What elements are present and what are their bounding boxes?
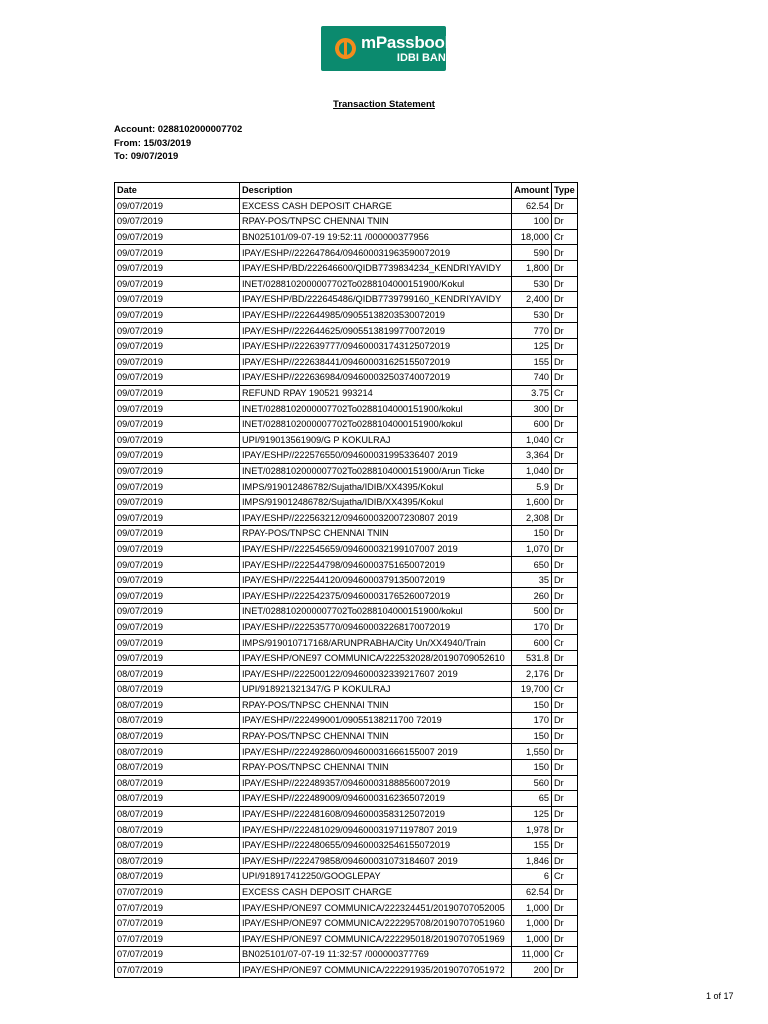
cell-type: Dr <box>552 728 578 744</box>
cell-type: Dr <box>552 541 578 557</box>
cell-date: 09/07/2019 <box>115 572 240 588</box>
cell-amount: 1,000 <box>512 915 552 931</box>
cell-date: 07/07/2019 <box>115 931 240 947</box>
cell-amount: 1,550 <box>512 744 552 760</box>
cell-type: Dr <box>552 572 578 588</box>
cell-amount: 1,600 <box>512 494 552 510</box>
table-row <box>115 448 578 464</box>
cell-date: 09/07/2019 <box>115 370 240 386</box>
cell-amount: 1,846 <box>512 853 552 869</box>
cell-description: RPAY-POS/TNPSC CHENNAI TNIN <box>240 697 512 713</box>
cell-date: 09/07/2019 <box>115 432 240 448</box>
cell-description: IPAY/ESHP//222563212/094600032007230807 2019 <box>240 510 512 526</box>
cell-amount: 2,400 <box>512 292 552 308</box>
table-row <box>115 837 578 853</box>
cell-amount: 19,700 <box>512 682 552 698</box>
logo-bank-name: IDBI BANK <box>396 51 454 64</box>
table-row <box>115 432 578 448</box>
cell-date: 09/07/2019 <box>115 354 240 370</box>
table-row <box>115 292 578 308</box>
cell-amount: 560 <box>512 775 552 791</box>
cell-description: INET/0288102000007702To0288104000151900/kokul <box>240 416 512 432</box>
cell-amount: 155 <box>512 837 552 853</box>
cell-date: 09/07/2019 <box>115 323 240 339</box>
cell-amount: 150 <box>512 697 552 713</box>
transaction-table <box>114 182 578 978</box>
cell-date: 08/07/2019 <box>115 791 240 807</box>
cell-type: Cr <box>552 432 578 448</box>
cell-date: 09/07/2019 <box>115 401 240 417</box>
cell-date: 09/07/2019 <box>115 526 240 542</box>
cell-type: Dr <box>552 884 578 900</box>
cell-amount: 650 <box>512 557 552 573</box>
cell-description: IMPS/919010717168/ARUNPRABHA/City Un/XX4940/Train <box>240 635 512 651</box>
cell-amount: 18,000 <box>512 229 552 245</box>
cell-type: Dr <box>552 666 578 682</box>
table-row <box>115 416 578 432</box>
cell-date: 08/07/2019 <box>115 728 240 744</box>
cell-type: Dr <box>552 759 578 775</box>
cell-type: Dr <box>552 214 578 230</box>
table-row <box>115 759 578 775</box>
cell-amount: 200 <box>512 962 552 978</box>
cell-description: IPAY/ESHP//222647864/094600031963590072019 <box>240 245 512 261</box>
cell-description: IPAY/ESHP/ONE97 COMMUNICA/222295018/20190707051969 <box>240 931 512 947</box>
cell-description: IPAY/ESHP//222644985/09055138203530072019 <box>240 307 512 323</box>
cell-type: Dr <box>552 557 578 573</box>
cell-date: 09/07/2019 <box>115 229 240 245</box>
cell-description: IPAY/ESHP//222499001/09055138211700 72019 <box>240 713 512 729</box>
cell-amount: 600 <box>512 635 552 651</box>
account-number: Account: 0288102000007702 <box>114 124 243 135</box>
cell-amount: 35 <box>512 572 552 588</box>
cell-amount: 62.54 <box>512 884 552 900</box>
cell-amount: 100 <box>512 214 552 230</box>
cell-description: INET/0288102000007702To0288104000151900/Kokul <box>240 276 512 292</box>
cell-date: 09/07/2019 <box>115 198 240 214</box>
header-amount: Amount <box>512 183 552 199</box>
table-row <box>115 650 578 666</box>
table-row <box>115 557 578 573</box>
table-row <box>115 947 578 963</box>
table-row <box>115 463 578 479</box>
cell-type: Dr <box>552 526 578 542</box>
table-body <box>115 198 578 978</box>
table-row <box>115 401 578 417</box>
cell-date: 09/07/2019 <box>115 650 240 666</box>
cell-type: Dr <box>552 370 578 386</box>
table-row <box>115 853 578 869</box>
cell-date: 09/07/2019 <box>115 276 240 292</box>
table-row <box>115 666 578 682</box>
table-row <box>115 479 578 495</box>
cell-type: Cr <box>552 635 578 651</box>
cell-type: Dr <box>552 791 578 807</box>
table-row <box>115 526 578 542</box>
cell-amount: 150 <box>512 759 552 775</box>
cell-amount: 530 <box>512 276 552 292</box>
table-row <box>115 791 578 807</box>
cell-description: INET/0288102000007702To0288104000151900/Arun Ticke <box>240 463 512 479</box>
table-row <box>115 604 578 620</box>
cell-amount: 2,308 <box>512 510 552 526</box>
cell-type: Dr <box>552 619 578 635</box>
table-row <box>115 869 578 885</box>
cell-description: RPAY-POS/TNPSC CHENNAI TNIN <box>240 728 512 744</box>
table-row <box>115 338 578 354</box>
cell-description: IPAY/ESHP/ONE97 COMMUNICA/222532028/20190709052610 <box>240 650 512 666</box>
cell-description: RPAY-POS/TNPSC CHENNAI TNIN <box>240 526 512 542</box>
cell-type: Cr <box>552 869 578 885</box>
table-row <box>115 682 578 698</box>
table-header-row <box>115 183 578 199</box>
cell-description: IPAY/ESHP/ONE97 COMMUNICA/222324451/20190707052005 <box>240 900 512 916</box>
cell-amount: 260 <box>512 588 552 604</box>
table-row <box>115 307 578 323</box>
cell-type: Dr <box>552 416 578 432</box>
cell-type: Dr <box>552 463 578 479</box>
cell-type: Dr <box>552 744 578 760</box>
cell-type: Dr <box>552 479 578 495</box>
cell-description: RPAY-POS/TNPSC CHENNAI TNIN <box>240 214 512 230</box>
cell-description: UPI/918921321347/G P KOKULRAJ <box>240 682 512 698</box>
table-row <box>115 900 578 916</box>
cell-date: 09/07/2019 <box>115 588 240 604</box>
cell-amount: 155 <box>512 354 552 370</box>
cell-description: IPAY/ESHP/ONE97 COMMUNICA/222295708/20190707051960 <box>240 915 512 931</box>
cell-amount: 170 <box>512 713 552 729</box>
cell-description: INET/0288102000007702To0288104000151900/kokul <box>240 401 512 417</box>
cell-description: IPAY/ESHP/BD/222646600/QIDB7739834234_KENDRIYAVIDY <box>240 260 512 276</box>
cell-type: Dr <box>552 494 578 510</box>
cell-type: Dr <box>552 822 578 838</box>
cell-date: 09/07/2019 <box>115 635 240 651</box>
cell-description: IPAY/ESHP//222481029/094600031971197807 2019 <box>240 822 512 838</box>
cell-type: Dr <box>552 853 578 869</box>
cell-date: 09/07/2019 <box>115 307 240 323</box>
cell-type: Dr <box>552 198 578 214</box>
from-date: From: 15/03/2019 <box>114 137 192 149</box>
table-row <box>115 635 578 651</box>
cell-amount: 2,176 <box>512 666 552 682</box>
cell-type: Dr <box>552 837 578 853</box>
table-row <box>115 713 578 729</box>
to-date: To: 09/07/2019 <box>114 151 179 162</box>
mpassbook-logo <box>321 26 454 71</box>
table-row <box>115 697 578 713</box>
cell-date: 08/07/2019 <box>115 713 240 729</box>
cell-amount: 590 <box>512 245 552 261</box>
header-description: Description <box>240 183 512 199</box>
logo-text <box>361 34 454 64</box>
cell-date: 08/07/2019 <box>115 744 240 760</box>
account-info <box>114 123 242 164</box>
cell-date: 09/07/2019 <box>115 604 240 620</box>
cell-date: 08/07/2019 <box>115 837 240 853</box>
statement-title: Transaction Statement <box>333 99 435 110</box>
cell-type: Dr <box>552 900 578 916</box>
cell-description: IPAY/ESHP//222535770/094600032268170072019 <box>240 619 512 635</box>
table-row <box>115 588 578 604</box>
logo-app-name: mPassbook <box>361 32 454 52</box>
header-type: Type <box>552 183 578 199</box>
table-row <box>115 385 578 401</box>
cell-type: Dr <box>552 260 578 276</box>
cell-amount: 125 <box>512 338 552 354</box>
cell-type: Dr <box>552 962 578 978</box>
cell-type: Dr <box>552 401 578 417</box>
cell-description: IMPS/919012486782/Sujatha/IDIB/XX4395/Kokul <box>240 479 512 495</box>
table-row <box>115 260 578 276</box>
table-row <box>115 962 578 978</box>
cell-amount: 65 <box>512 791 552 807</box>
cell-description: IPAY/ESHP//222492860/094600031666155007 2019 <box>240 744 512 760</box>
cell-type: Dr <box>552 245 578 261</box>
cell-type: Dr <box>552 697 578 713</box>
cell-description: IPAY/ESHP//222638441/094600031625155072019 <box>240 354 512 370</box>
cell-type: Dr <box>552 915 578 931</box>
cell-date: 09/07/2019 <box>115 214 240 230</box>
table-row <box>115 370 578 386</box>
cell-type: Dr <box>552 307 578 323</box>
cell-description: IPAY/ESHP//222500122/094600032339217607 2019 <box>240 666 512 682</box>
table-row <box>115 354 578 370</box>
cell-amount: 5.9 <box>512 479 552 495</box>
cell-type: Dr <box>552 276 578 292</box>
cell-description: INET/0288102000007702To0288104000151900/kokul <box>240 604 512 620</box>
header-date: Date <box>115 183 240 199</box>
table-row <box>115 541 578 557</box>
cell-type: Dr <box>552 650 578 666</box>
cell-amount: 1,978 <box>512 822 552 838</box>
cell-description: IPAY/ESHP//222542375/094600031765260072019 <box>240 588 512 604</box>
cell-amount: 150 <box>512 526 552 542</box>
cell-date: 07/07/2019 <box>115 900 240 916</box>
idbi-logo-icon <box>335 38 356 59</box>
cell-date: 09/07/2019 <box>115 463 240 479</box>
cell-amount: 300 <box>512 401 552 417</box>
cell-date: 09/07/2019 <box>115 479 240 495</box>
cell-description: BN025101/09-07-19 19:52:11 /000000377956 <box>240 229 512 245</box>
cell-amount: 170 <box>512 619 552 635</box>
cell-description: REFUND RPAY 190521 993214 <box>240 385 512 401</box>
cell-date: 09/07/2019 <box>115 245 240 261</box>
cell-description: IPAY/ESHP//222489009/09460003162365072019 <box>240 791 512 807</box>
cell-type: Dr <box>552 338 578 354</box>
cell-amount: 6 <box>512 869 552 885</box>
cell-date: 09/07/2019 <box>115 510 240 526</box>
cell-date: 07/07/2019 <box>115 962 240 978</box>
cell-type: Dr <box>552 292 578 308</box>
cell-amount: 1,070 <box>512 541 552 557</box>
cell-amount: 125 <box>512 806 552 822</box>
table-row <box>115 806 578 822</box>
cell-description: IPAY/ESHP/ONE97 COMMUNICA/222291935/20190707051972 <box>240 962 512 978</box>
table-row <box>115 931 578 947</box>
cell-description: EXCESS CASH DEPOSIT CHARGE <box>240 198 512 214</box>
cell-date: 09/07/2019 <box>115 541 240 557</box>
cell-description: IPAY/ESHP//222639777/094600031743125072019 <box>240 338 512 354</box>
cell-date: 09/07/2019 <box>115 448 240 464</box>
cell-type: Dr <box>552 588 578 604</box>
cell-date: 08/07/2019 <box>115 697 240 713</box>
cell-amount: 3.75 <box>512 385 552 401</box>
cell-type: Dr <box>552 931 578 947</box>
cell-description: IPAY/ESHP//222544798/09460003751650072019 <box>240 557 512 573</box>
cell-date: 07/07/2019 <box>115 915 240 931</box>
cell-date: 08/07/2019 <box>115 775 240 791</box>
cell-type: Cr <box>552 947 578 963</box>
cell-amount: 531.8 <box>512 650 552 666</box>
cell-date: 08/07/2019 <box>115 853 240 869</box>
page-number: 1 of 17 <box>706 991 734 1001</box>
cell-amount: 1,000 <box>512 900 552 916</box>
cell-amount: 740 <box>512 370 552 386</box>
cell-description: BN025101/07-07-19 11:32:57 /000000377769 <box>240 947 512 963</box>
cell-date: 09/07/2019 <box>115 292 240 308</box>
cell-description: UPI/918917412250/GOOGLEPAY <box>240 869 512 885</box>
table-row <box>115 728 578 744</box>
cell-date: 08/07/2019 <box>115 682 240 698</box>
cell-amount: 3,364 <box>512 448 552 464</box>
cell-date: 09/07/2019 <box>115 260 240 276</box>
table-row <box>115 915 578 931</box>
cell-amount: 62.54 <box>512 198 552 214</box>
cell-type: Cr <box>552 229 578 245</box>
table-row <box>115 572 578 588</box>
cell-date: 09/07/2019 <box>115 385 240 401</box>
cell-date: 08/07/2019 <box>115 869 240 885</box>
cell-description: IPAY/ESHP//222576550/094600031995336407 2019 <box>240 448 512 464</box>
cell-type: Dr <box>552 604 578 620</box>
cell-date: 09/07/2019 <box>115 557 240 573</box>
cell-description: RPAY-POS/TNPSC CHENNAI TNIN <box>240 759 512 775</box>
cell-amount: 1,040 <box>512 432 552 448</box>
cell-amount: 1,000 <box>512 931 552 947</box>
cell-type: Dr <box>552 806 578 822</box>
cell-amount: 530 <box>512 307 552 323</box>
cell-amount: 1,800 <box>512 260 552 276</box>
cell-type: Dr <box>552 510 578 526</box>
cell-amount: 11,000 <box>512 947 552 963</box>
cell-amount: 1,040 <box>512 463 552 479</box>
cell-date: 09/07/2019 <box>115 338 240 354</box>
table-row <box>115 822 578 838</box>
cell-description: UPI/919013561909/G P KOKULRAJ <box>240 432 512 448</box>
cell-type: Dr <box>552 713 578 729</box>
table-row <box>115 229 578 245</box>
table-row <box>115 494 578 510</box>
cell-amount: 150 <box>512 728 552 744</box>
table-row <box>115 323 578 339</box>
cell-type: Dr <box>552 323 578 339</box>
cell-amount: 770 <box>512 323 552 339</box>
table-row <box>115 744 578 760</box>
cell-description: IPAY/ESHP//222481608/09460003583125072019 <box>240 806 512 822</box>
cell-amount: 500 <box>512 604 552 620</box>
cell-description: IPAY/ESHP//222545659/094600032199107007 2019 <box>240 541 512 557</box>
cell-description: IMPS/919012486782/Sujatha/IDIB/XX4395/Kokul <box>240 494 512 510</box>
cell-date: 08/07/2019 <box>115 806 240 822</box>
cell-description: IPAY/ESHP/BD/222645486/QIDB7739799160_KENDRIYAVIDY <box>240 292 512 308</box>
cell-type: Dr <box>552 448 578 464</box>
table-row <box>115 214 578 230</box>
cell-description: IPAY/ESHP//222489357/094600031888560072019 <box>240 775 512 791</box>
table-row <box>115 619 578 635</box>
cell-date: 08/07/2019 <box>115 759 240 775</box>
cell-date: 08/07/2019 <box>115 666 240 682</box>
cell-date: 08/07/2019 <box>115 822 240 838</box>
table-row <box>115 198 578 214</box>
cell-description: IPAY/ESHP//222480655/094600032546155072019 <box>240 837 512 853</box>
cell-type: Cr <box>552 385 578 401</box>
cell-description: IPAY/ESHP//222636984/094600032503740072019 <box>240 370 512 386</box>
cell-type: Dr <box>552 354 578 370</box>
cell-date: 09/07/2019 <box>115 416 240 432</box>
table-row <box>115 276 578 292</box>
cell-date: 09/07/2019 <box>115 494 240 510</box>
cell-description: IPAY/ESHP//222644625/09055138199770072019 <box>240 323 512 339</box>
cell-description: EXCESS CASH DEPOSIT CHARGE <box>240 884 512 900</box>
cell-description: IPAY/ESHP//222544120/09460003791350072019 <box>240 572 512 588</box>
cell-description: IPAY/ESHP//222479858/094600031073184607 2019 <box>240 853 512 869</box>
table-row <box>115 775 578 791</box>
cell-type: Cr <box>552 682 578 698</box>
table-row <box>115 510 578 526</box>
table-row <box>115 884 578 900</box>
cell-date: 07/07/2019 <box>115 947 240 963</box>
cell-date: 07/07/2019 <box>115 884 240 900</box>
table-row <box>115 245 578 261</box>
cell-date: 09/07/2019 <box>115 619 240 635</box>
cell-amount: 600 <box>512 416 552 432</box>
cell-type: Dr <box>552 775 578 791</box>
